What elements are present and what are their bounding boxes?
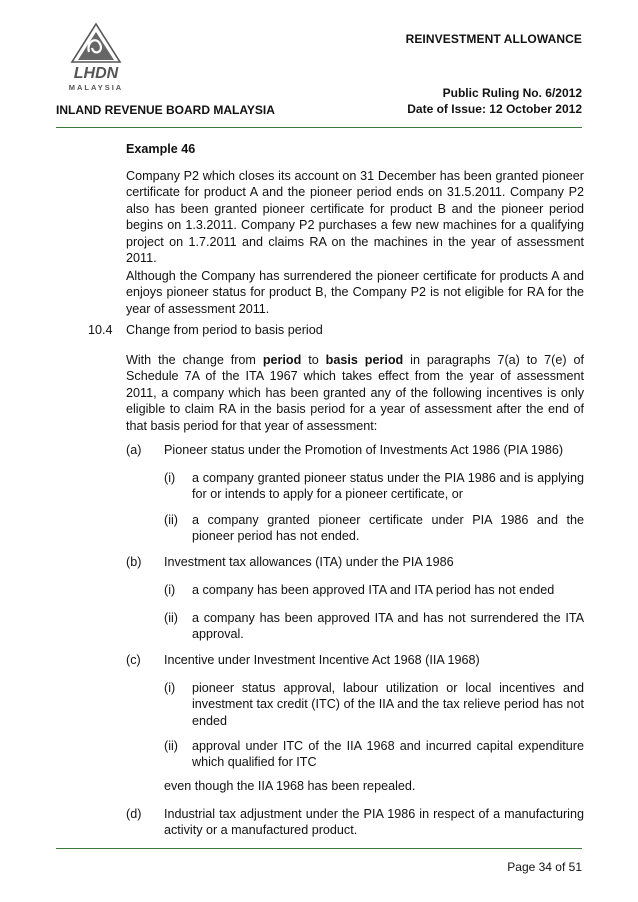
item-b-ii-label: (ii)	[164, 611, 178, 625]
header-divider	[56, 127, 582, 128]
item-b-ii-text: a company has been approved ITA and has not surrendered the ITA approval.	[192, 611, 584, 642]
item-a-text: Pioneer status under the Promotion of Investments Act 1986 (PIA 1986)	[164, 443, 564, 457]
lhdn-logo-icon	[56, 22, 136, 98]
document-title: REINVESTMENT ALLOWANCE	[405, 32, 582, 46]
item-c-i-text: pioneer status approval, labour utilization or local incentives and investment tax credit (ITC) of the IIA and the tax relieve period has not ended	[192, 681, 584, 728]
item-c-ii-label: (ii)	[164, 739, 178, 753]
item-c-note: even though the IIA 1968 has been repealed.	[164, 779, 416, 793]
example-title: Example 46	[126, 142, 196, 156]
item-a-i-label: (i)	[164, 471, 176, 485]
section-number: 10.4	[88, 323, 113, 337]
item-a-label: (a)	[126, 443, 142, 457]
section-heading: Change from period to basis period	[126, 323, 323, 337]
item-a-ii-label: (ii)	[164, 513, 178, 527]
example-paragraph-2: Although the Company has surrendered the pioneer certificate for products A and enjoys pioneer status for product B, the Company P2 is not eligible for RA for the year of assessment 2011.	[126, 269, 584, 316]
issue-date: Date of Issue: 12 October 2012	[407, 102, 582, 116]
page-number: Page 34 of 51	[507, 860, 582, 874]
lhdn-logo	[56, 22, 136, 98]
item-b-label: (b)	[126, 555, 142, 569]
item-b-text: Investment tax allowances (ITA) under the PIA 1986	[164, 555, 454, 569]
footer-divider	[56, 848, 582, 849]
item-b-i-text: a company has been approved ITA and ITA period has not ended	[192, 583, 555, 597]
item-d-text: Industrial tax adjustment under the PIA 1986 in respect of a manufacturing activity or a manufactured product.	[164, 807, 584, 838]
item-c-label: (c)	[126, 653, 141, 667]
item-c-text: Incentive under Investment Incentive Act 1968 (IIA 1968)	[164, 653, 480, 667]
item-a-i-text: a company granted pioneer status under the PIA 1986 and is applying for or intends to apply for a pioneer certificate, or	[192, 471, 584, 502]
item-d-label: (d)	[126, 807, 142, 821]
item-c-ii-text: approval under ITC of the IIA 1968 and incurred capital expenditure which qualified for ITC	[192, 739, 584, 770]
example-paragraph-1: Company P2 which closes its account on 31 December has been granted pioneer certificate for product A and the pioneer period ends on 31.5.2011. Company P2 also has been granted pioneer certificate for product B and the pioneer period begins on 1.3.2011. Company P2 purchases a few new machines for a qualifying project on 1.7.2011 and claims RA on the machines in the year of assessment 2011.	[126, 169, 584, 266]
item-b-i-label: (i)	[164, 583, 176, 597]
item-c-i-label: (i)	[164, 681, 176, 695]
ruling-number: Public Ruling No. 6/2012	[442, 86, 582, 100]
logo-text: LHDN	[73, 65, 119, 82]
section-intro: With the change from period to basis period in paragraphs 7(a) to 7(e) of Schedule 7A of the ITA 1967 which takes effect from the year of assessment 2011, a company which has been granted any of the following incentives is only eligible to claim RA in the basis period for a year of assessment after the end of that basis period for that year of assessment:	[126, 353, 584, 433]
board-name: INLAND REVENUE BOARD MALAYSIA	[56, 103, 275, 117]
ruling-info	[407, 85, 582, 117]
logo-subtext: MALAYSIA	[68, 83, 124, 92]
item-a-ii-text: a company granted pioneer certificate under PIA 1986 and the pioneer period has not ended.	[192, 513, 584, 544]
